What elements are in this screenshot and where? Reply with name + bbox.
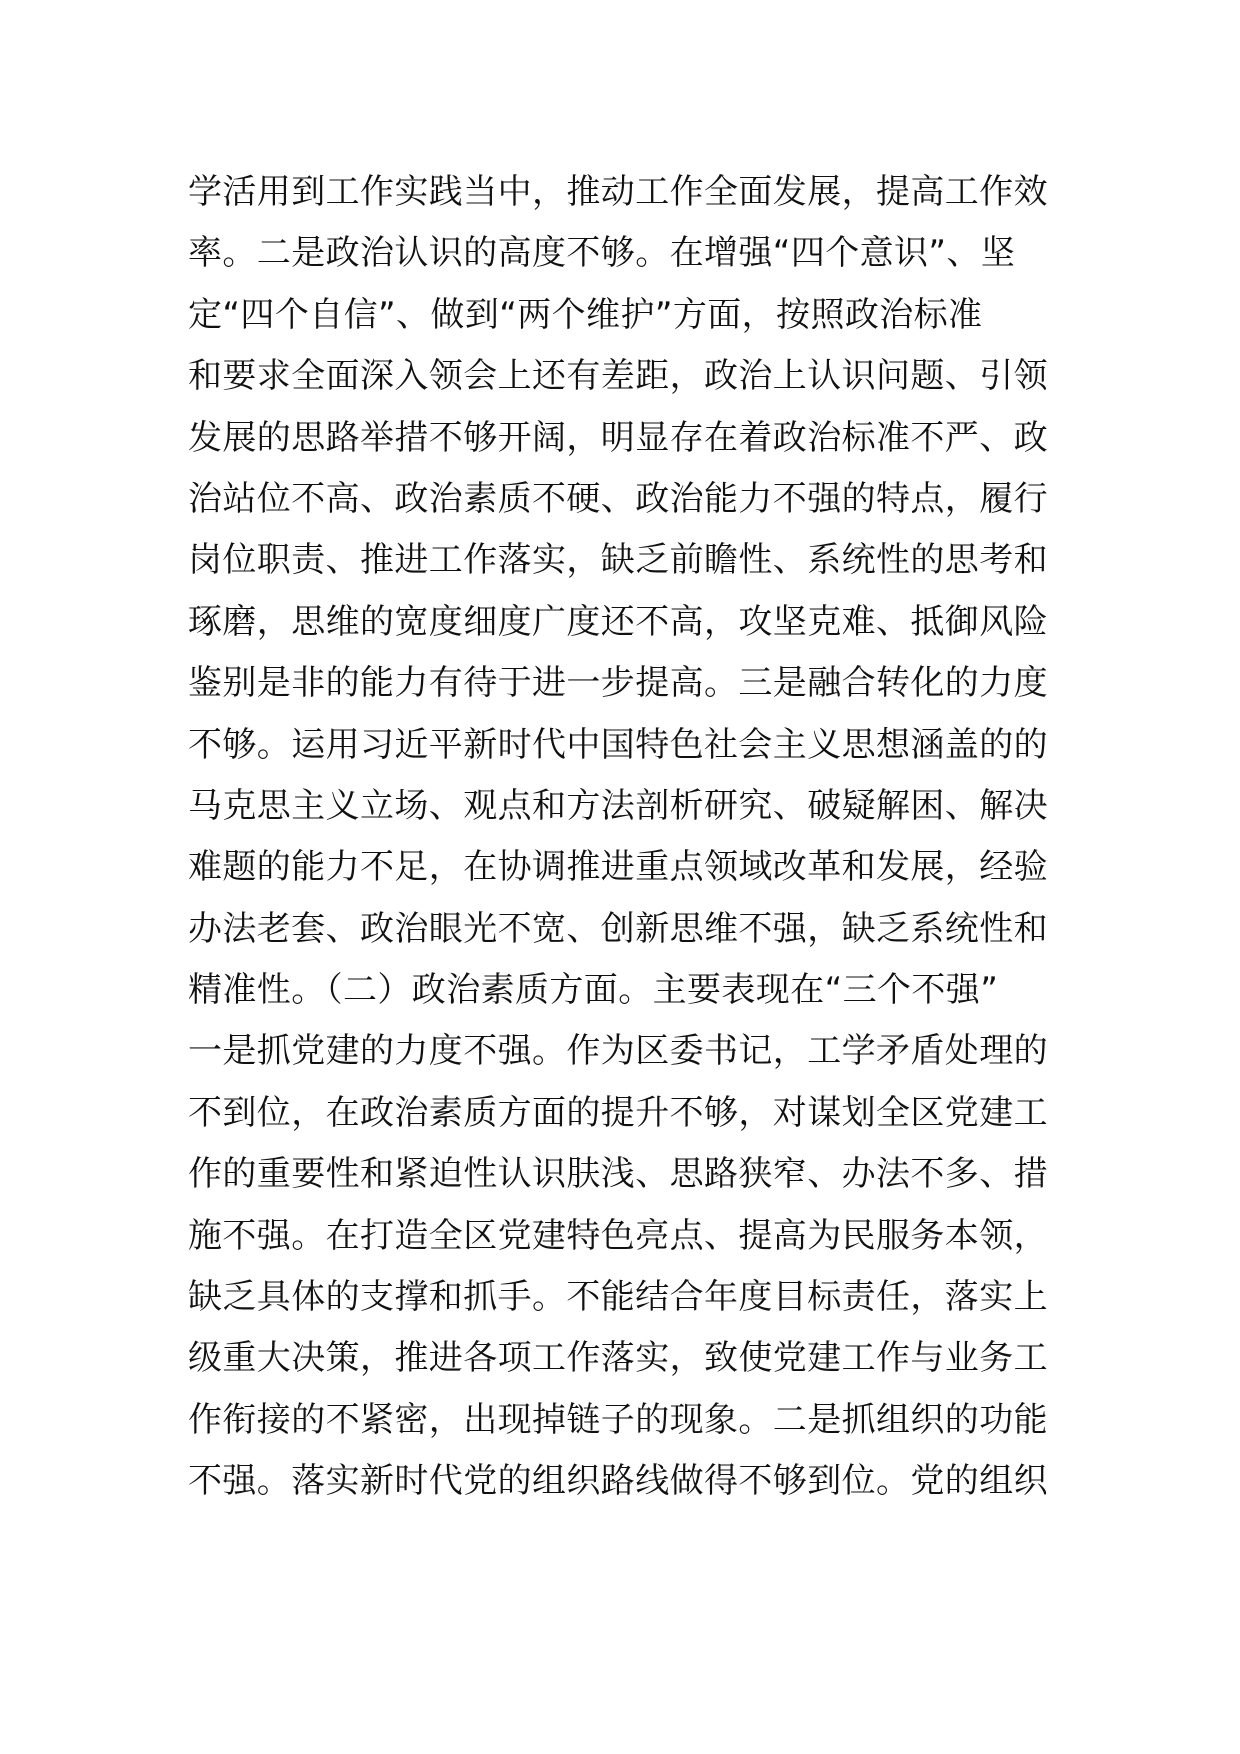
text-line: 办法老套、政治眼光不宽、创新思维不强，缺乏系统性和	[188, 908, 1048, 949]
text-line: 作衔接的不紧密，出现掉链子的现象。二是抓组织的功能	[188, 1399, 1048, 1440]
text-line: 马克思主义立场、观点和方法剖析研究、破疑解困、解决	[188, 785, 1048, 826]
text-line: 施不强。在打造全区党建特色亮点、提高为民服务本领，	[188, 1215, 1048, 1256]
text-line: 作的重要性和紧迫性认识肤浅、思路狭窄、办法不多、措	[188, 1154, 1048, 1195]
text-line: 发展的思路举措不够开阔，明显存在着政治标准不严、政	[188, 417, 1048, 458]
text-line: 一是抓党建的力度不强。作为区委书记，工学矛盾处理的	[188, 1031, 1048, 1072]
text-line: 鉴别是非的能力有待于进一步提高。三是融合转化的力度	[188, 663, 1048, 704]
text-line: 级重大决策，推进各项工作落实，致使党建工作与业务工	[188, 1338, 1048, 1379]
body-text	[188, 162, 1068, 1513]
text-line: 琢磨，思维的宽度细度广度还不高，攻坚克难、抵御风险	[188, 601, 1048, 642]
text-line: 学活用到工作实践当中，推动工作全面发展，提高工作效	[188, 172, 1048, 212]
text-line: 率。二是政治认识的高度不够。在增强“四个意识”、坚	[188, 233, 1016, 274]
text-line: 不够。运用习近平新时代中国特色社会主义思想涵盖的的	[188, 724, 1048, 765]
text-line: 岗位职责、推进工作落实，缺乏前瞻性、系统性的思考和	[188, 540, 1048, 581]
text-line: 定“四个自信”、做到“两个维护”方面，按照政治标准	[188, 294, 983, 335]
text-line: 不到位，在政治素质方面的提升不够，对谋划全区党建工	[188, 1092, 1048, 1133]
text-line: 不强。落实新时代党的组织路线做得不够到位。党的组织	[188, 1461, 1048, 1502]
text-line: 缺乏具体的支撑和抓手。不能结合年度目标责任，落实上	[188, 1277, 1048, 1318]
text-line: 精准性。（二）政治素质方面。主要表现在“三个不强”	[188, 970, 999, 1011]
text-line: 治站位不高、政治素质不硬、政治能力不强的特点，履行	[188, 478, 1048, 519]
text-line: 难题的能力不足，在协调推进重点领域改革和发展，经验	[188, 847, 1048, 888]
text-line: 和要求全面深入领会上还有差距，政治上认识问题、引领	[188, 356, 1048, 397]
